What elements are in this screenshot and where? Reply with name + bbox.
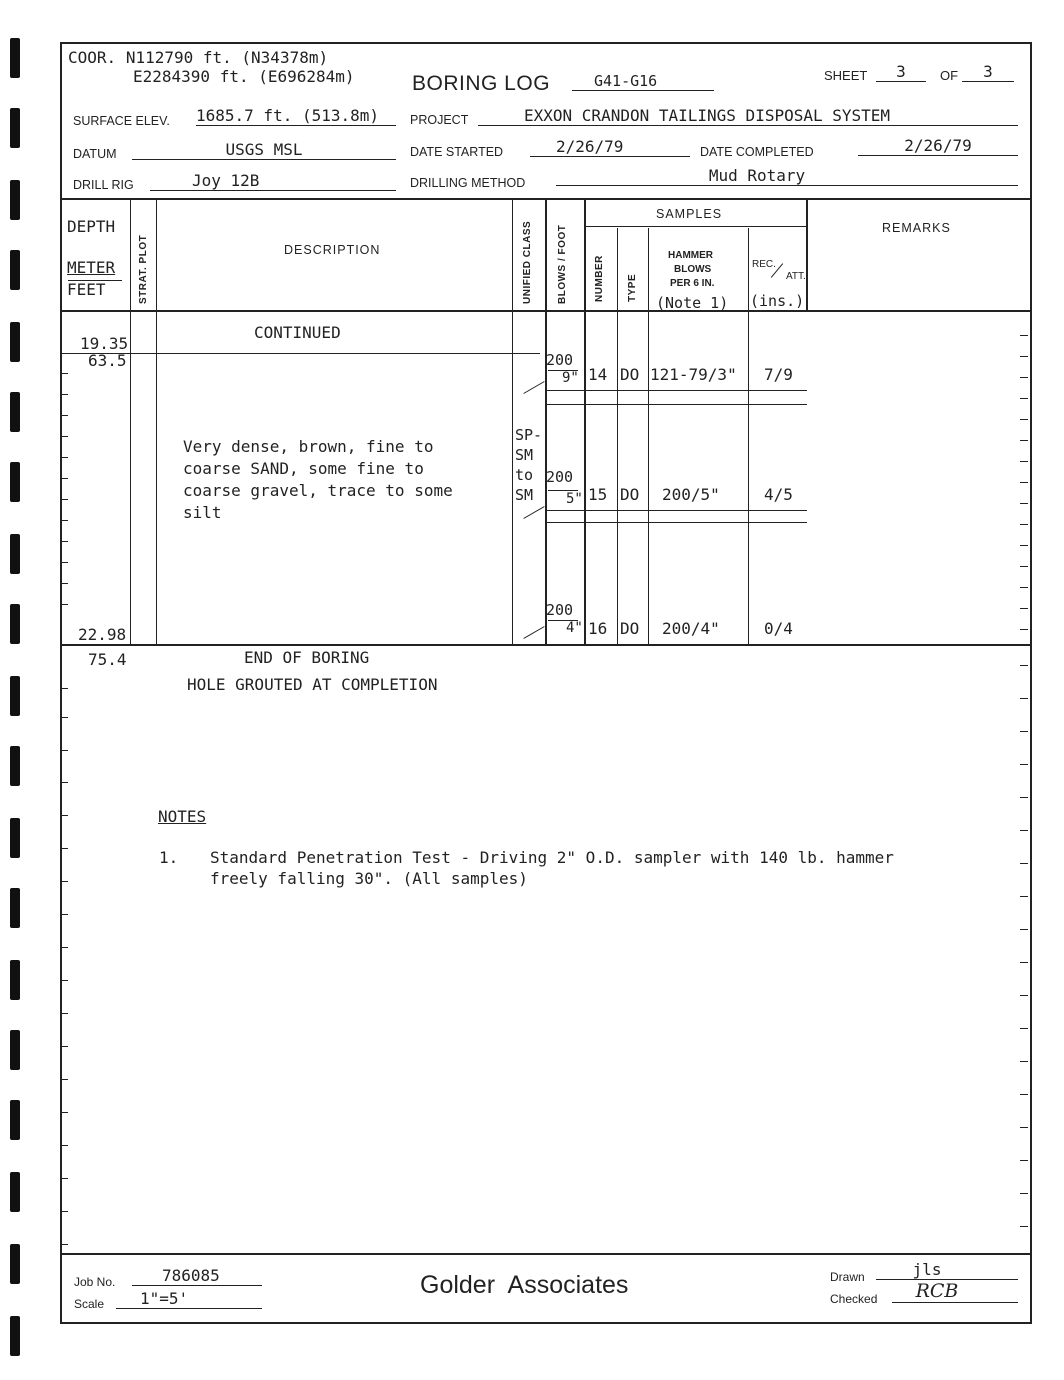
blows-bottom: 5" [566,491,583,507]
drilling-method-label: DRILLING METHOD [410,176,526,190]
blows-bottom: 4" [566,620,583,636]
sheet-label: SHEET [824,68,868,83]
description-line: Very dense, brown, fine to [183,437,434,456]
depth-top-meter: 19.35 [80,334,129,353]
sheet-total: 3 [962,62,1014,82]
end-of-log-line [60,644,1030,646]
blows-bottom: 9" [562,370,579,386]
col-description: DESCRIPTION [284,243,381,257]
depth-top-feet: 63.5 [88,351,127,370]
project-label: PROJECT [410,113,469,127]
sample-type: DO [620,619,640,638]
coor-label: COOR. [68,48,117,67]
col-number: NUMBER [594,255,605,302]
surface-elev-label: SURFACE ELEV. [73,114,170,128]
col-feet: FEET [67,280,106,299]
sample-number: 16 [588,619,608,638]
sample-type: DO [620,485,640,504]
blows-top: 200 [546,601,574,619]
unified-class-line: SP- [515,426,543,444]
blows-top: 200 [546,468,574,486]
checked-initials: RCB [892,1280,1018,1303]
col-unified-class: UNIFIED CLASS [522,220,533,304]
checked-label: Checked [830,1292,878,1306]
col-strat-plot: STRAT. PLOT [138,234,149,304]
coor-north: N112790 ft. (N34378m) [125,48,329,67]
col-hammer-blows: BLOWS [674,264,712,275]
blows-top: 200 [546,351,574,369]
surface-elev-value: 1685.7 ft. (513.8m) [196,106,396,126]
rec-att-value: 7/9 [764,365,793,384]
col-hammer: HAMMER [668,250,713,261]
unified-class-line: SM [515,486,534,504]
sample-number: 14 [588,365,608,384]
datum-value: USGS MSL [132,140,396,160]
notes-heading: NOTES [158,807,207,826]
note-line-1: Standard Penetration Test - Driving 2" O.D. sampler with 140 lb. hammer [210,848,894,867]
col-depth: DEPTH [67,217,116,236]
date-started-value: 2/26/79 [530,137,690,157]
scale-label: Scale [74,1297,105,1311]
sample-number: 15 [588,485,608,504]
description-line: coarse gravel, trace to some [183,481,453,500]
project-value: EXXON CRANDON TAILINGS DISPOSAL SYSTEM [478,106,1018,126]
date-started-label: DATE STARTED [410,145,504,159]
description-line: coarse SAND, some fine to [183,459,424,478]
drilling-method-value: Mud Rotary [556,166,1018,186]
col-type: TYPE [627,273,638,302]
footer-divider [60,1253,1030,1255]
hole-grouted: HOLE GROUTED AT COMPLETION [187,675,438,694]
col-samples: SAMPLES [656,207,723,221]
hammer-blows: 121-79/3" [650,365,737,384]
drill-rig-label: DRILL RIG [73,178,134,192]
col-att: ATT. [786,271,806,282]
job-no-value: 786085 [132,1266,262,1286]
col-remarks: REMARKS [882,221,951,235]
description-line: silt [183,503,222,522]
note-number: 1. [159,848,179,867]
company-name: Golder Associates [420,1271,629,1299]
sample-type: DO [620,365,640,384]
col-rec: REC. [752,259,776,270]
sheet-number: 3 [876,62,926,82]
of-label: OF [940,68,959,83]
hammer-blows: 200/4" [662,619,720,638]
date-completed-label: DATE COMPLETED [700,145,814,159]
unified-class-line: to [515,466,534,484]
description-block [183,436,453,524]
note-line-2: freely falling 30". (All samples) [210,869,528,888]
rec-att-value: 0/4 [764,619,793,638]
col-ins: (ins.) [750,292,805,310]
col-note1: (Note 1) [656,294,729,312]
rec-att-value: 4/5 [764,485,793,504]
page-title: BORING LOG [412,72,551,95]
depth-bottom-feet: 75.4 [88,650,127,669]
boring-id: G41-G16 [572,72,714,91]
col-blows-foot: BLOWS / FOOT [557,224,568,304]
date-completed-value: 2/26/79 [858,136,1018,156]
col-meter: METER [67,258,116,277]
drawn-label: Drawn [830,1270,865,1284]
datum-label: DATUM [73,147,117,161]
drawn-value: jls [876,1260,1018,1280]
scale-value: 1"=5' [116,1289,262,1309]
col-hammer-per: PER 6 IN. [670,278,715,289]
hammer-blows: 200/5" [662,485,720,504]
continued-label: CONTINUED [254,323,341,342]
unified-class-line: SM [515,446,534,464]
depth-bottom-meter: 22.98 [78,625,127,644]
end-of-boring: END OF BORING [244,648,370,667]
coor-east: E2284390 ft. (E696284m) [133,67,355,86]
unified-class-block [515,425,542,505]
job-no-label: Job No. [74,1275,116,1289]
drill-rig-value: Joy 12B [150,171,396,191]
